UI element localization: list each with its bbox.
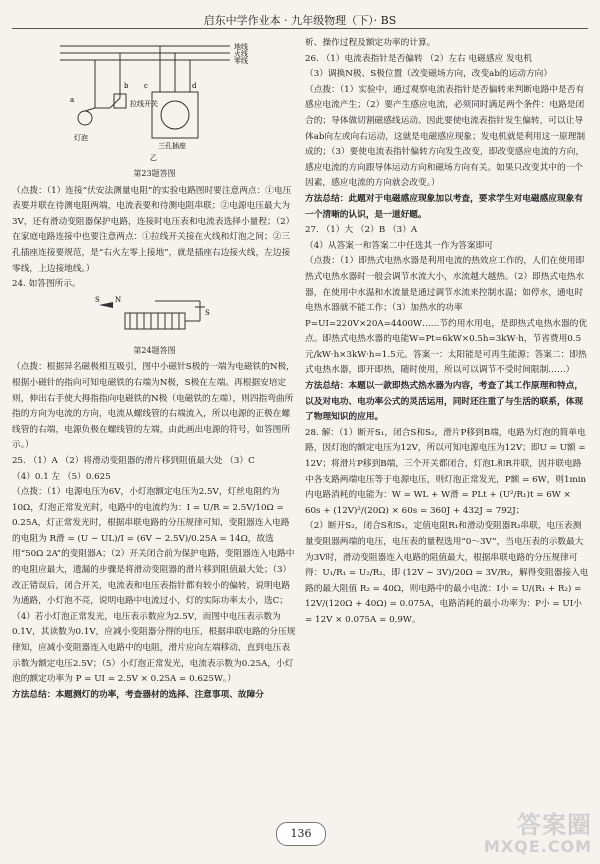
q27-method: 方法总结：本题以一款即热式热水器为内容，考查了其工作原理和特点，以及对电功、电功率公式的灵活运用，同时还注重了与生活的联系，体现了物理知识的应用。 (305, 381, 583, 423)
label-zero: 零线 (233, 57, 248, 65)
watermark (483, 811, 592, 858)
needle-s: S (94, 295, 100, 304)
r-top: 析、操作过程及额定功率的计算。 (305, 38, 436, 48)
label-a: a (69, 96, 74, 104)
left-column (12, 36, 297, 703)
watermark-line1: 答案圈 (517, 811, 592, 839)
watermark-line2: MXQE.COM (483, 837, 592, 856)
needle-n: N (114, 295, 121, 304)
q24-text: （点拨：根据异名磁极相互吸引，图中小磁针S极的一端为电磁铁的N极，根据小磁针的指向可知电磁铁的右端为N极，S极在左端。再根据安培定则，伸出右手使大拇指指向电磁铁的N极（电磁铁的左端），则四指弯曲所指的方向为电流的方向，电流从螺线管的右端流入，所以电源的正极在螺线管的右端，电源负极在螺线管的左端，由此画出电源的符号，如答图所示。） (12, 362, 295, 451)
q26-head: 26. （1）电流表指针是否偏转 （2）左右 电磁感应 发电机 (305, 53, 533, 64)
circuit-figure-23 (40, 36, 270, 164)
q28-head: 28. 解：（1）断开S₁，闭合S和S₂，滑片P移到B端，电路为灯泡的简单电路，因灯泡的额定电压为12V，所以可知电源电压为12V；即U = U额 = 12V；将滑片P移到B端，三个开关都闭合，灯泡L和R并联，因并联电路中各支路两端电压等于电源电压，则灯泡正常发光，P额 = 6W，则1min内电路消耗的电能为：W = WL + W滑 = PLt + (U²/R₁)t = 6W × 60s + (12V)²/(20Ω) × 60s = 360J + 432J = 792J； (305, 427, 587, 516)
q28-text2: （2）断开S₂，闭合S和S₁，定值电阻R₁和滑动变阻器R₂串联，电压表测量变阻器两端的电压，电压表的量程选用“0～3V”，当电压表的示数最大为3V时，滑动变阻器连入电路的阻值最大，根据串联电路的分压规律可得：U₁/R₁ = U₂/R₂，即 (12V − 3V)/20Ω = 3V/R₂，解得变阻器接入电路的最大阻值 R₂ = 40Ω，则电路中的最小电流：I小 = U/(R₁ + R₂) = 12V/(120Ω + 40Ω) = 0.075A，电路消耗的最小功率为：P小 = UI小 = 12V × 0.075A = 0.9W。 (305, 521, 589, 625)
label-c: c (143, 82, 148, 90)
q26-line2: （3）调换N极、S极位置（改变磁场方向，改变ab的运动方向） (305, 69, 553, 80)
electromagnet-figure-24 (95, 293, 215, 341)
label-ground: 地线 (233, 43, 248, 51)
label-d: d (191, 82, 196, 90)
q25-text: （点拨：（1）电源电压为6V，小灯泡额定电压为2.5V，灯丝电阻约为10Ω，灯泡正常发光时，电路中的电流约为：I = U/R = 2.5V/10Ω = 0.25A，灯正常发光时，根据串联电路的分压规律可知，变阻器连入电路的电阻为 R滑 = (U − UL)/I = (6V − 2.5V)/0.25A = 14Ω，故选用“50Ω 2A”的变阻器A；（2）开关闭合前为保护电路，变阻器连入电路中的电阻应最大，遗漏的步骤是将滑动变阻器的滑片移到阻值最大处；（3）改正错误后，闭合开关，电流表和电压表指针都有较小的偏转，说明电路为通路，小灯泡不亮，说明电路中电流过小，灯的实际功率太小，选C；（4）若小灯泡正常发光，电压表示数应为2.5V，而图中电压表示数为0.1V，其读数为0.1V，应减小变阻器分得的电压，根据串联电路的分压规律知，应减小变阻器连入电路中的电阻，滑片应向左端移动，直到电压表示数为额定电压2.5V；（5）小灯泡正常发光，电流表示数为0.25A，小灯泡的额定功率为 P = UI = 2.5V × 0.25A = 0.625W。） (12, 487, 296, 685)
label-fire: 火线 (233, 50, 248, 58)
header-rule (12, 28, 588, 29)
fig24-caption: 第24题答图 (133, 345, 176, 355)
label-socket: 三孔插座 (157, 142, 186, 150)
q25-head: 25. （1）A （2）将滑动变阻器的滑片移到阻值最大处 （3）C (12, 455, 255, 466)
q27-head: 27. （1）大 （2）B （3）A (305, 225, 418, 236)
q26-method: 方法总结：此题对于电磁感应现象加以考查，要求学生对电磁感应现象有一个清晰的认识，是一道好题。 (305, 193, 583, 220)
q25-method: 方法总结：本题测灯的功率，考查器材的选择、注意事项、故障分 (12, 689, 264, 700)
label-sub: 乙 (149, 154, 157, 162)
q24-head: 24. 如答图所示。 (12, 279, 81, 290)
label-b: b (123, 82, 128, 90)
compass-needle (99, 302, 113, 308)
q27-text: （点拨：（1）即热式电热水器是利用电流的热效应工作的，人们在使用即热式电热水器时一般会调节水流大小，水流越大越热。（2）即热式电热水器，在使用中水温和水流量是通过调节水流来控制水温；如停水，通电时电热水器就不能工作；（3）加热水的功率P=UI=220V×20A=4400W……节约用水用电，是即热式电热水器的优点。即热式电热水器的电能W=Pt=6kW×0.5h=3kW·h，节省费用0.5元/kW·h×3kW·h=1.5元。答案一：太阳能是可再生能源；答案二：即热式电热水器，即开即热，随时使用，所以可以调节不受时间限制……） (305, 256, 588, 376)
fig23-caption: 第23题答图 (133, 169, 176, 178)
label-switch: 拉线开关 (129, 100, 158, 108)
switch-s: S (204, 308, 210, 317)
q25-line2: （4）0.1 左 （5）0.625 (12, 471, 111, 482)
label-bulb: 灯泡 (73, 134, 88, 142)
page-header: 启东中学作业本 · 九年级物理（下）· BS (203, 14, 397, 27)
right-column (305, 36, 589, 629)
q27-line2: （4）从答案一和答案二中任选其一作为答案即可 (305, 240, 493, 251)
page-number: 136 (276, 822, 326, 846)
q26-text: （点拨：（1）实验中，通过观察电流表指针是否偏转来判断电路中是否有感应电流产生；（2）要产生感应电流，必须同时满足两个条件：电路是闭合的；导体做切割磁感线运动。因此要使电流表指针发生偏转，可以让导体ab向左或向右运动，这就是电磁感应现象；发电机就是利用这一原理制成的；（3）要使电流表指针偏转方向发生改变，即改变感应电流的方向，感应电流的方向跟导体运动方向和磁场方向有关。如果只改变其中的一个因素，感应电流的方向就会改变。） (305, 84, 586, 189)
q23-text: （点拨：（1）连接“伏安法测量电阻”的实验电路图时要注意两点：①电压表要并联在待测电阻两端，电流表要和待测电阻串联；②电源电压最大为3V，还有滑动变阻器保护电路，连接时电压表和电流表选择小量程；（2）在家庭电路连接中也要注意两点：①拉线开关接在火线和灯泡之间；②三孔插座连接要规范，是“右火左零上接地”，就是插座右边接火线，左边接零线，上边接地线。） (12, 185, 295, 274)
